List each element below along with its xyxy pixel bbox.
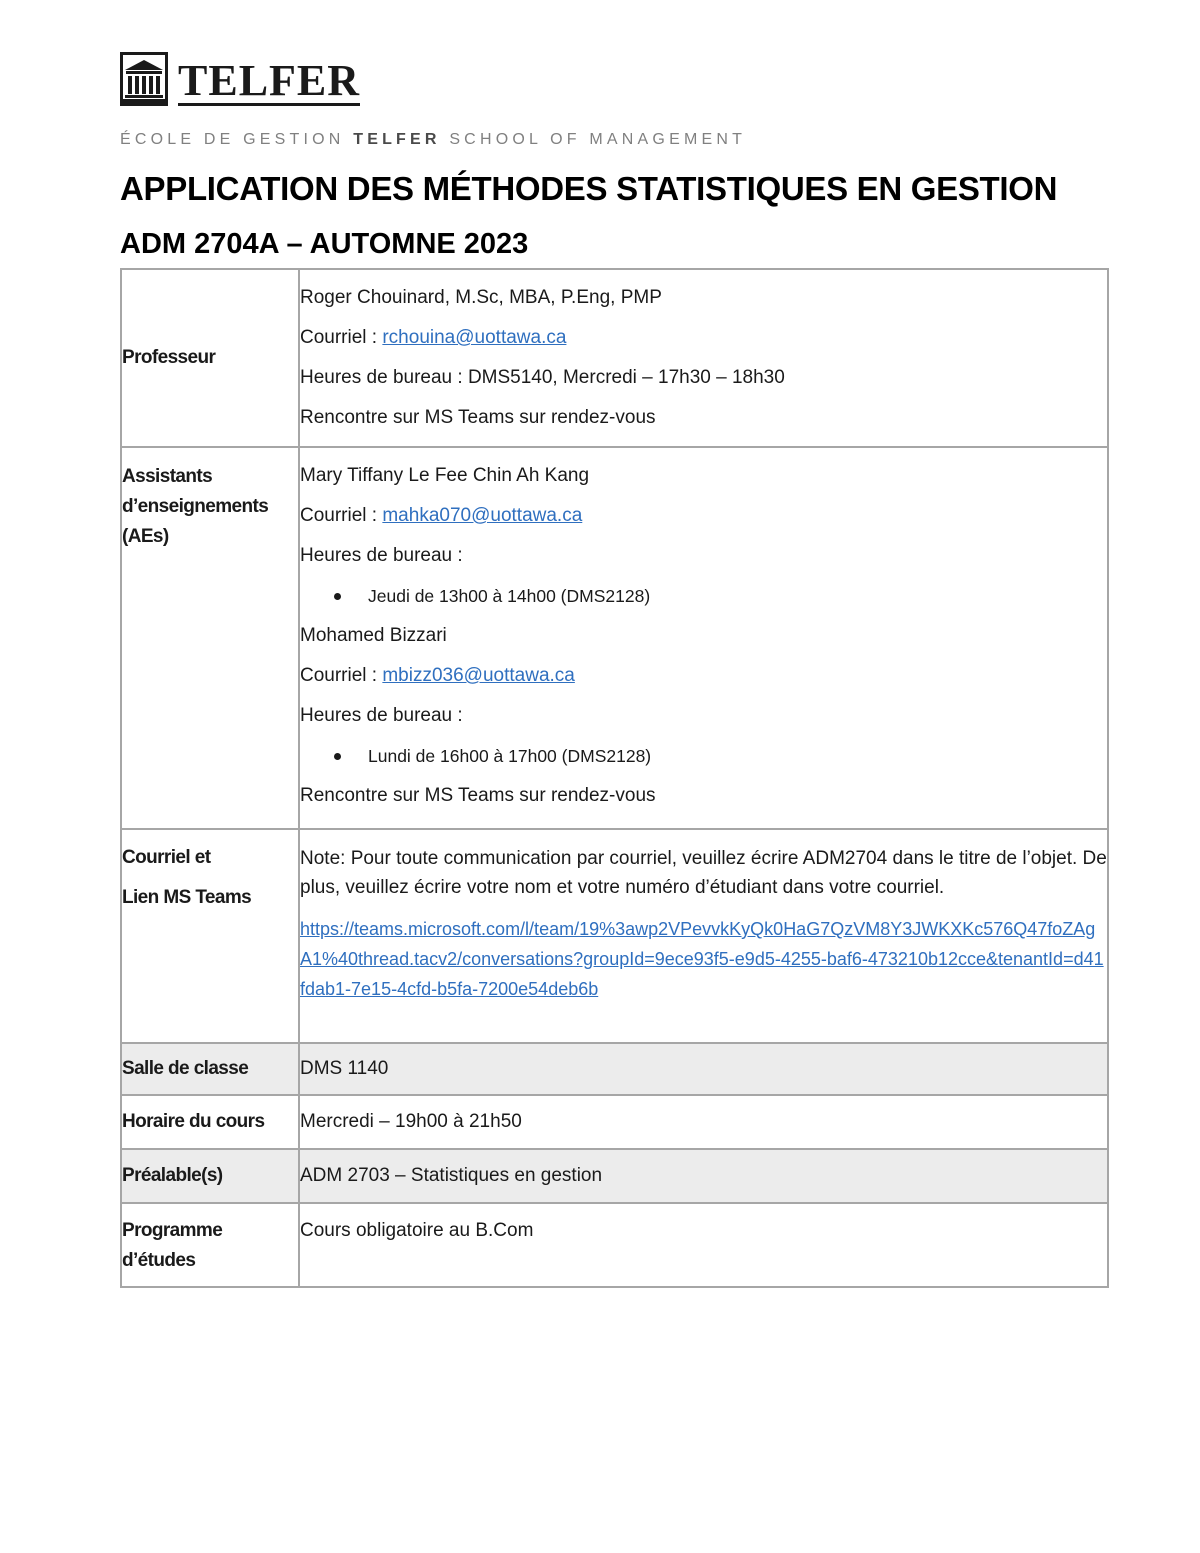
ta2-email-line [300, 664, 1107, 688]
program-label-cell [121, 1203, 299, 1287]
ta1-name: Mary Tiffany Le Fee Chin Ah Kang [300, 465, 590, 486]
schedule-row [121, 1095, 1108, 1149]
prerequisites-row [121, 1149, 1108, 1203]
classroom-row [121, 1043, 1108, 1095]
ta1-hours-item [300, 584, 1107, 608]
professor-office-hours: Heures de bureau : DMS5140, Mercredi – 17h30 – 18h30 [300, 367, 785, 388]
school-name-en: SCHOOL OF MANAGEMENT [449, 131, 747, 148]
professor-name: Roger Chouinard, M.Sc, MBA, P.Eng, PMP [300, 287, 662, 308]
ta2-email-link[interactable]: mbizz036@uottawa.ca [382, 665, 575, 686]
prerequisites-label: Préalable(s) [122, 1165, 223, 1186]
schedule-label-cell [121, 1095, 299, 1149]
program-value: Cours obligatoire au B.Com [300, 1220, 534, 1241]
professor-info-cell [299, 269, 1108, 447]
bullet-icon [334, 593, 341, 600]
classroom-value: DMS 1140 [300, 1058, 389, 1079]
assistants-label-cell [121, 447, 299, 829]
email-teams-row [121, 829, 1108, 1043]
assistants-label: Assistants d’enseignements (AEs) [122, 466, 269, 547]
assistants-info-cell [299, 447, 1108, 829]
classroom-label-cell [121, 1043, 299, 1095]
building-columns-icon [120, 52, 168, 106]
schedule-value: Mercredi – 19h00 à 21h50 [300, 1111, 522, 1132]
program-value-cell [299, 1203, 1108, 1287]
assistants-row [121, 447, 1108, 829]
ta1-hours: Jeudi de 13h00 à 14h00 (DMS2128) [368, 586, 651, 606]
professor-email-line [300, 326, 1107, 350]
program-label: Programme d’études [122, 1220, 223, 1271]
ta1-hours-label: Heures de bureau : [300, 545, 463, 566]
email-note: Note: Pour toute communication par courriel, veuillez écrire ADM2704 dans le titre de l’objet. De plus, veuillez écrire votre nom et votre numéro d’étudiant dans votre courriel. [300, 848, 1107, 898]
professor-email-label: Courriel : [300, 327, 378, 348]
course-title: APPLICATION DES MÉTHODES STATISTIQUES EN GESTION [120, 170, 1058, 207]
course-code-term: ADM 2704A – AUTOMNE 2023 [120, 228, 529, 260]
professor-label-cell [121, 269, 299, 447]
school-name-line [120, 131, 746, 149]
bullet-icon [334, 753, 341, 760]
email-teams-label-cell [121, 829, 299, 1043]
classroom-label: Salle de classe [122, 1058, 249, 1079]
ta1-email-link[interactable]: mahka070@uottawa.ca [382, 505, 583, 526]
professor-label: Professeur [122, 347, 216, 368]
ta2-hours: Lundi de 16h00 à 17h00 (DMS2128) [368, 746, 652, 766]
prerequisites-label-cell [121, 1149, 299, 1203]
professor-row [121, 269, 1108, 447]
professor-email-link[interactable]: rchouina@uottawa.ca [382, 327, 567, 348]
telfer-logo [120, 52, 360, 106]
ta2-hours-item [300, 744, 1107, 768]
prerequisites-value: ADM 2703 – Statistiques en gestion [300, 1165, 603, 1186]
school-name-fr: ÉCOLE DE GESTION [120, 131, 345, 148]
course-info-table [120, 268, 1109, 1288]
schedule-value-cell [299, 1095, 1108, 1149]
school-name-telfer: TELFER [353, 131, 441, 148]
ta2-email-label: Courriel : [300, 665, 378, 686]
logo-wordmark: TELFER [178, 56, 361, 105]
email-teams-label-line2: Lien MS Teams [122, 887, 252, 908]
ta1-email-label: Courriel : [300, 505, 378, 526]
schedule-label: Horaire du cours [122, 1111, 265, 1132]
ta2-name: Mohamed Bizzari [300, 625, 447, 646]
assistants-meeting: Rencontre sur MS Teams sur rendez-vous [300, 785, 656, 806]
professor-meeting: Rencontre sur MS Teams sur rendez-vous [300, 407, 656, 428]
prerequisites-value-cell [299, 1149, 1108, 1203]
teams-link[interactable]: https://teams.microsoft.com/l/team/19%3awp2VPevvkKyQk0HaG7QzVM8Y3JWKXKc576Q47foZAgA1%40thread.tacv2/conversations?groupId=9ece93f5-e9d5-4255-baf6-473210b12cce&tenantId=d41fdab1-7e15-4cfd-b5fa-7200e54deb6b [300, 919, 1104, 999]
ta1-email-line [300, 504, 1107, 528]
program-row [121, 1203, 1108, 1287]
email-teams-label-line1: Courriel et [122, 847, 211, 868]
classroom-value-cell [299, 1043, 1108, 1095]
email-teams-info-cell [299, 829, 1108, 1043]
ta2-hours-label: Heures de bureau : [300, 705, 463, 726]
